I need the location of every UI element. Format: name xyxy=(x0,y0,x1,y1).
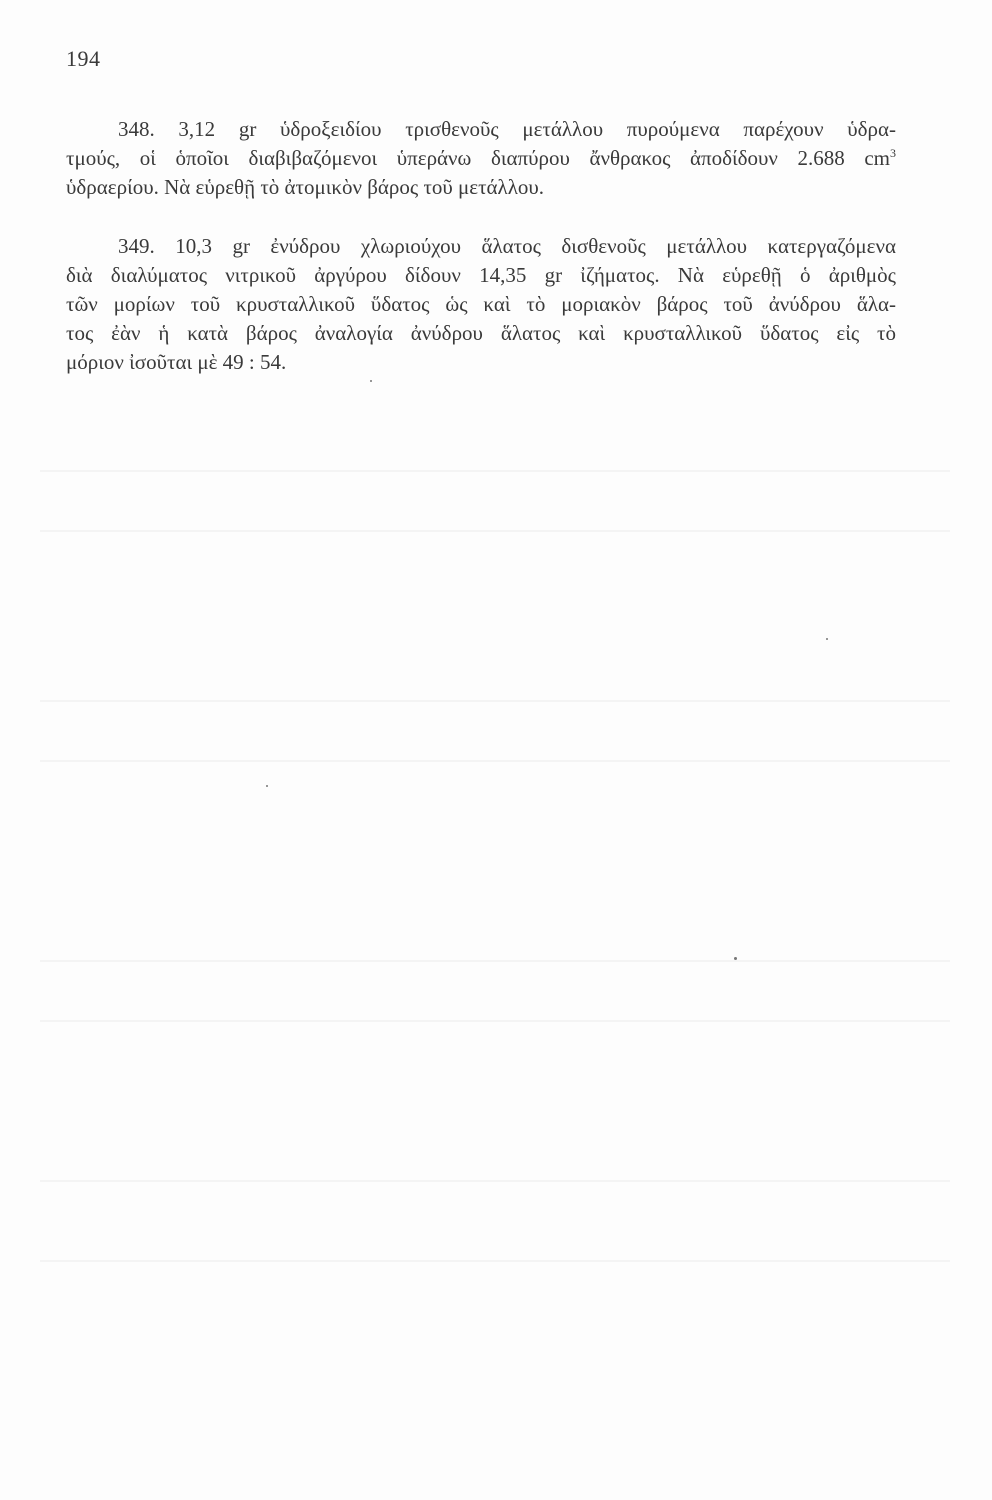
problem-349 xyxy=(66,232,896,377)
show-through-mark xyxy=(40,1020,950,1022)
problem-349-line-4: τος ἐὰν ἡ κατὰ βάρος ἀναλογία ἀνύδρου ἅλατος καὶ κρυσταλλικοῦ ὕδατος εἰς τὸ xyxy=(66,321,896,345)
problem-348-line-2 xyxy=(66,144,896,173)
problem-349-line-5: μόριον ἰσοῦται μὲ 49 : 54. xyxy=(66,350,287,374)
show-through-mark xyxy=(40,700,950,702)
problem-349-line-2: διὰ διαλύματος νιτρικοῦ ἀργύρου δίδουν 14,35 gr ἰζήματος. Νὰ εὑρεθῇ ὁ ἀριθμὸς xyxy=(66,263,896,287)
show-through-mark xyxy=(40,960,950,962)
scan-speck xyxy=(370,380,372,382)
problem-348-line-2-text: τμούς, οἱ ὁποῖοι διαβιβαζόμενοι ὑπεράνω διαπύρου ἄνθρακος ἀποδίδουν 2.688 cm xyxy=(66,146,890,170)
scan-speck xyxy=(826,638,828,640)
page-number: 194 xyxy=(66,46,101,71)
scan-speck xyxy=(266,785,268,787)
show-through-mark xyxy=(40,1260,950,1262)
problem-349-line-1: 349. 10,3 gr ἐνύδρου χλωριούχου ἅλατος δισθενοῦς μετάλλου κατεργαζόμενα xyxy=(118,234,896,258)
show-through-mark xyxy=(40,530,950,532)
show-through-mark xyxy=(40,1180,950,1182)
problem-348 xyxy=(66,115,896,202)
problem-348-line-3: ὑδραερίου. Νὰ εὑρεθῇ τὸ ἀτομικὸν βάρος τοῦ μετάλλου. xyxy=(66,175,545,199)
problem-348-line-1: 348. 3,12 gr ὑδροξειδίου τρισθενοῦς μετάλλου πυρούμενα παρέχουν ὑδρα- xyxy=(118,117,896,141)
problem-349-line-3: τῶν μορίων τοῦ κρυσταλλικοῦ ὕδατος ὡς καὶ τὸ μοριακὸν βάρος τοῦ ἀνύδρου ἅλα- xyxy=(66,292,896,316)
show-through-mark xyxy=(40,470,950,472)
scan-speck xyxy=(734,957,737,960)
show-through-mark xyxy=(40,760,950,762)
cubic-superscript: 3 xyxy=(890,146,896,160)
